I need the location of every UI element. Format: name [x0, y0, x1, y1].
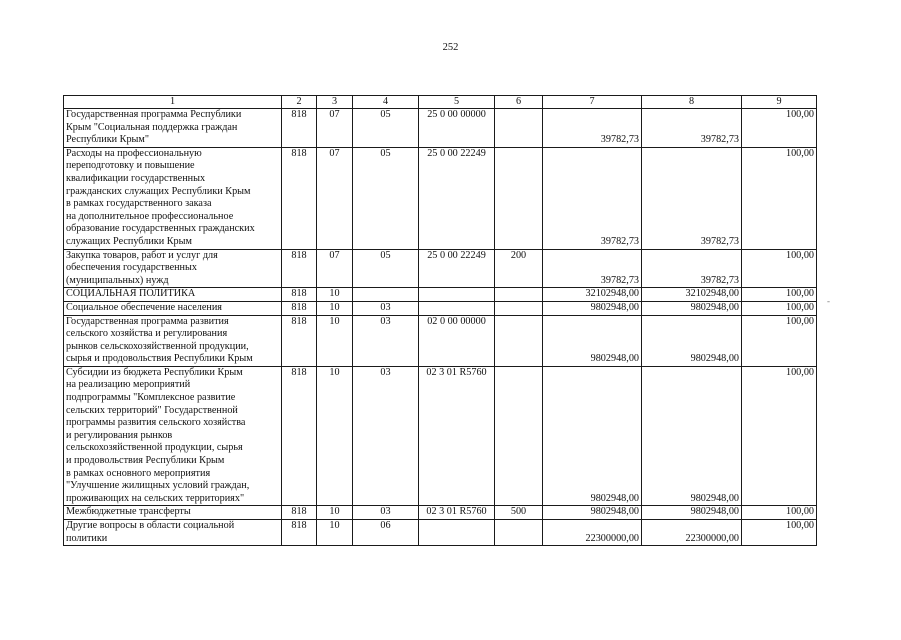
- cell-percent: 100,00: [742, 288, 817, 302]
- header-cell: 8: [642, 96, 742, 109]
- cell-percent: 100,00: [742, 315, 817, 366]
- cell-target-article: 02 0 00 00000: [419, 315, 495, 366]
- cell-item-name: [64, 301, 282, 315]
- item-name-line: программы развития сельского хозяйства: [66, 417, 246, 429]
- cell-section: 07: [317, 147, 353, 249]
- item-name-line: "Улучшение жилищных условий граждан,: [66, 480, 250, 492]
- cell-percent: 100,00: [742, 506, 817, 520]
- cell-target-article: 25 0 00 22249: [419, 147, 495, 249]
- item-name-line: обеспечения государственных: [66, 262, 197, 274]
- scan-mark: -: [827, 296, 830, 306]
- item-name-line: проживающих на сельских территориях": [66, 492, 245, 504]
- cell-grbs: 818: [282, 109, 317, 148]
- item-name-line: Межбюджетные трансферты: [66, 506, 191, 518]
- item-name-line: образование государственных гражданских: [66, 223, 255, 235]
- cell-approved-amount: 9802948,00: [543, 315, 642, 366]
- cell-approved-amount: 22300000,00: [543, 520, 642, 546]
- item-name-line: служащих Республики Крым: [66, 235, 192, 247]
- table-row: [64, 249, 817, 288]
- item-name-line: Другие вопросы в области социальной: [66, 520, 235, 531]
- cell-section: 10: [317, 520, 353, 546]
- cell-subsection: 05: [353, 147, 419, 249]
- cell-subsection: 03: [353, 315, 419, 366]
- cell-grbs: 818: [282, 315, 317, 366]
- cell-executed-amount: 9802948,00: [642, 506, 742, 520]
- cell-executed-amount: 22300000,00: [642, 520, 742, 546]
- cell-subsection: 03: [353, 366, 419, 506]
- table-row: [64, 366, 817, 506]
- item-name-line: Крым "Социальная поддержка граждан: [66, 121, 238, 133]
- header-row: [64, 96, 817, 109]
- cell-percent: 100,00: [742, 520, 817, 546]
- cell-percent: 100,00: [742, 301, 817, 315]
- cell-section: 10: [317, 301, 353, 315]
- cell-expense-type: 200: [495, 249, 543, 288]
- cell-executed-amount: 39782,73: [642, 109, 742, 148]
- header-cell: 5: [419, 96, 495, 109]
- table-row: [64, 520, 817, 546]
- item-name-line: рынков сельскохозяйственной продукции,: [66, 340, 249, 352]
- cell-section: 10: [317, 315, 353, 366]
- cell-expense-type: [495, 147, 543, 249]
- cell-executed-amount: 32102948,00: [642, 288, 742, 302]
- item-name-line: на дополнительное профессиональное: [66, 210, 234, 222]
- cell-percent: 100,00: [742, 249, 817, 288]
- cell-approved-amount: 9802948,00: [543, 301, 642, 315]
- cell-approved-amount: 9802948,00: [543, 506, 642, 520]
- header-cell: 7: [543, 96, 642, 109]
- cell-expense-type: [495, 109, 543, 148]
- item-name-line: (муниципальных) нужд: [66, 274, 169, 286]
- cell-section: 10: [317, 288, 353, 302]
- item-name-line: Республики Крым": [66, 134, 149, 146]
- cell-percent: 100,00: [742, 366, 817, 506]
- table-body: [64, 96, 817, 546]
- cell-executed-amount: 9802948,00: [642, 366, 742, 506]
- cell-section: 10: [317, 366, 353, 506]
- cell-item-name: [64, 506, 282, 520]
- cell-item-name: [64, 109, 282, 148]
- header-cell: 3: [317, 96, 353, 109]
- item-name-line: сельского хозяйства и регулирования: [66, 328, 228, 340]
- cell-grbs: 818: [282, 520, 317, 546]
- cell-executed-amount: 9802948,00: [642, 315, 742, 366]
- cell-grbs: 818: [282, 301, 317, 315]
- page-number: 252: [442, 42, 459, 53]
- table-row: [64, 147, 817, 249]
- item-name-line: в рамках государственного заказа: [66, 198, 212, 210]
- cell-approved-amount: 32102948,00: [543, 288, 642, 302]
- item-name-line: СОЦИАЛЬНАЯ ПОЛИТИКА: [66, 288, 196, 300]
- item-name-line: и регулирования рынков: [66, 429, 173, 441]
- item-name-line: в рамках основного мероприятия: [66, 467, 211, 479]
- cell-item-name: [64, 288, 282, 302]
- cell-target-article: [419, 520, 495, 546]
- cell-approved-amount: 9802948,00: [543, 366, 642, 506]
- cell-section: 07: [317, 249, 353, 288]
- item-name-line: Социальное обеспечение населения: [66, 301, 222, 313]
- cell-executed-amount: 39782,73: [642, 249, 742, 288]
- table-row: [64, 301, 817, 315]
- header-cell: 1: [64, 96, 282, 109]
- cell-approved-amount: 39782,73: [543, 147, 642, 249]
- item-name-line: сырья и продовольствия Республики Крым: [66, 353, 253, 365]
- cell-subsection: 05: [353, 249, 419, 288]
- item-name-line: и продовольствия Республики Крым: [66, 455, 225, 467]
- cell-expense-type: [495, 315, 543, 366]
- cell-grbs: 818: [282, 249, 317, 288]
- cell-expense-type: [495, 301, 543, 315]
- cell-percent: 100,00: [742, 147, 817, 249]
- cell-grbs: 818: [282, 366, 317, 506]
- table-row: [64, 506, 817, 520]
- cell-grbs: 818: [282, 506, 317, 520]
- cell-subsection: 03: [353, 506, 419, 520]
- header-cell: 2: [282, 96, 317, 109]
- cell-item-name: [64, 249, 282, 288]
- cell-target-article: [419, 288, 495, 302]
- cell-expense-type: [495, 520, 543, 546]
- table-row: [64, 109, 817, 148]
- item-name-line: квалификации государственных: [66, 172, 206, 184]
- header-cell: 9: [742, 96, 817, 109]
- header-cell: 4: [353, 96, 419, 109]
- item-name-line: сельскохозяйственной продукции, сырья: [66, 442, 243, 454]
- cell-section: 07: [317, 109, 353, 148]
- cell-grbs: 818: [282, 288, 317, 302]
- cell-target-article: 25 0 00 00000: [419, 109, 495, 148]
- item-name-line: Расходы на профессиональную: [66, 147, 202, 159]
- cell-approved-amount: 39782,73: [543, 249, 642, 288]
- cell-target-article: [419, 301, 495, 315]
- item-name-line: подпрограммы "Комплексное развитие: [66, 392, 236, 404]
- table-row: [64, 315, 817, 366]
- cell-item-name: [64, 315, 282, 366]
- cell-expense-type: 500: [495, 506, 543, 520]
- cell-executed-amount: 39782,73: [642, 147, 742, 249]
- cell-expense-type: [495, 288, 543, 302]
- cell-approved-amount: 39782,73: [543, 109, 642, 148]
- cell-target-article: 02 3 01 R5760: [419, 366, 495, 506]
- item-name-line: гражданских служащих Республики Крым: [66, 185, 251, 197]
- cell-item-name: [64, 520, 282, 546]
- cell-subsection: 03: [353, 301, 419, 315]
- cell-section: 10: [317, 506, 353, 520]
- item-name-line: сельских территорий" Государственной: [66, 404, 238, 416]
- item-name-line: на реализацию мероприятий: [66, 379, 191, 391]
- cell-target-article: 02 3 01 R5760: [419, 506, 495, 520]
- cell-expense-type: [495, 366, 543, 506]
- item-name-line: Закупка товаров, работ и услуг для: [66, 249, 218, 261]
- table-row: [64, 288, 817, 302]
- item-name-line: переподготовку и повышение: [66, 160, 195, 172]
- item-name-line: Государственная программа развития: [66, 315, 229, 327]
- cell-subsection: [353, 288, 419, 302]
- item-name-line: Субсидии из бюджета Республики Крым: [66, 366, 243, 378]
- cell-subsection: 05: [353, 109, 419, 148]
- item-name-line: политики: [66, 532, 108, 544]
- cell-executed-amount: 9802948,00: [642, 301, 742, 315]
- cell-subsection: 06: [353, 520, 419, 546]
- cell-item-name: [64, 147, 282, 249]
- item-name-line: Государственная программа Республики: [66, 109, 242, 120]
- header-cell: 6: [495, 96, 543, 109]
- cell-grbs: 818: [282, 147, 317, 249]
- cell-target-article: 25 0 00 22249: [419, 249, 495, 288]
- budget-table: [63, 95, 817, 546]
- cell-percent: 100,00: [742, 109, 817, 148]
- cell-item-name: [64, 366, 282, 506]
